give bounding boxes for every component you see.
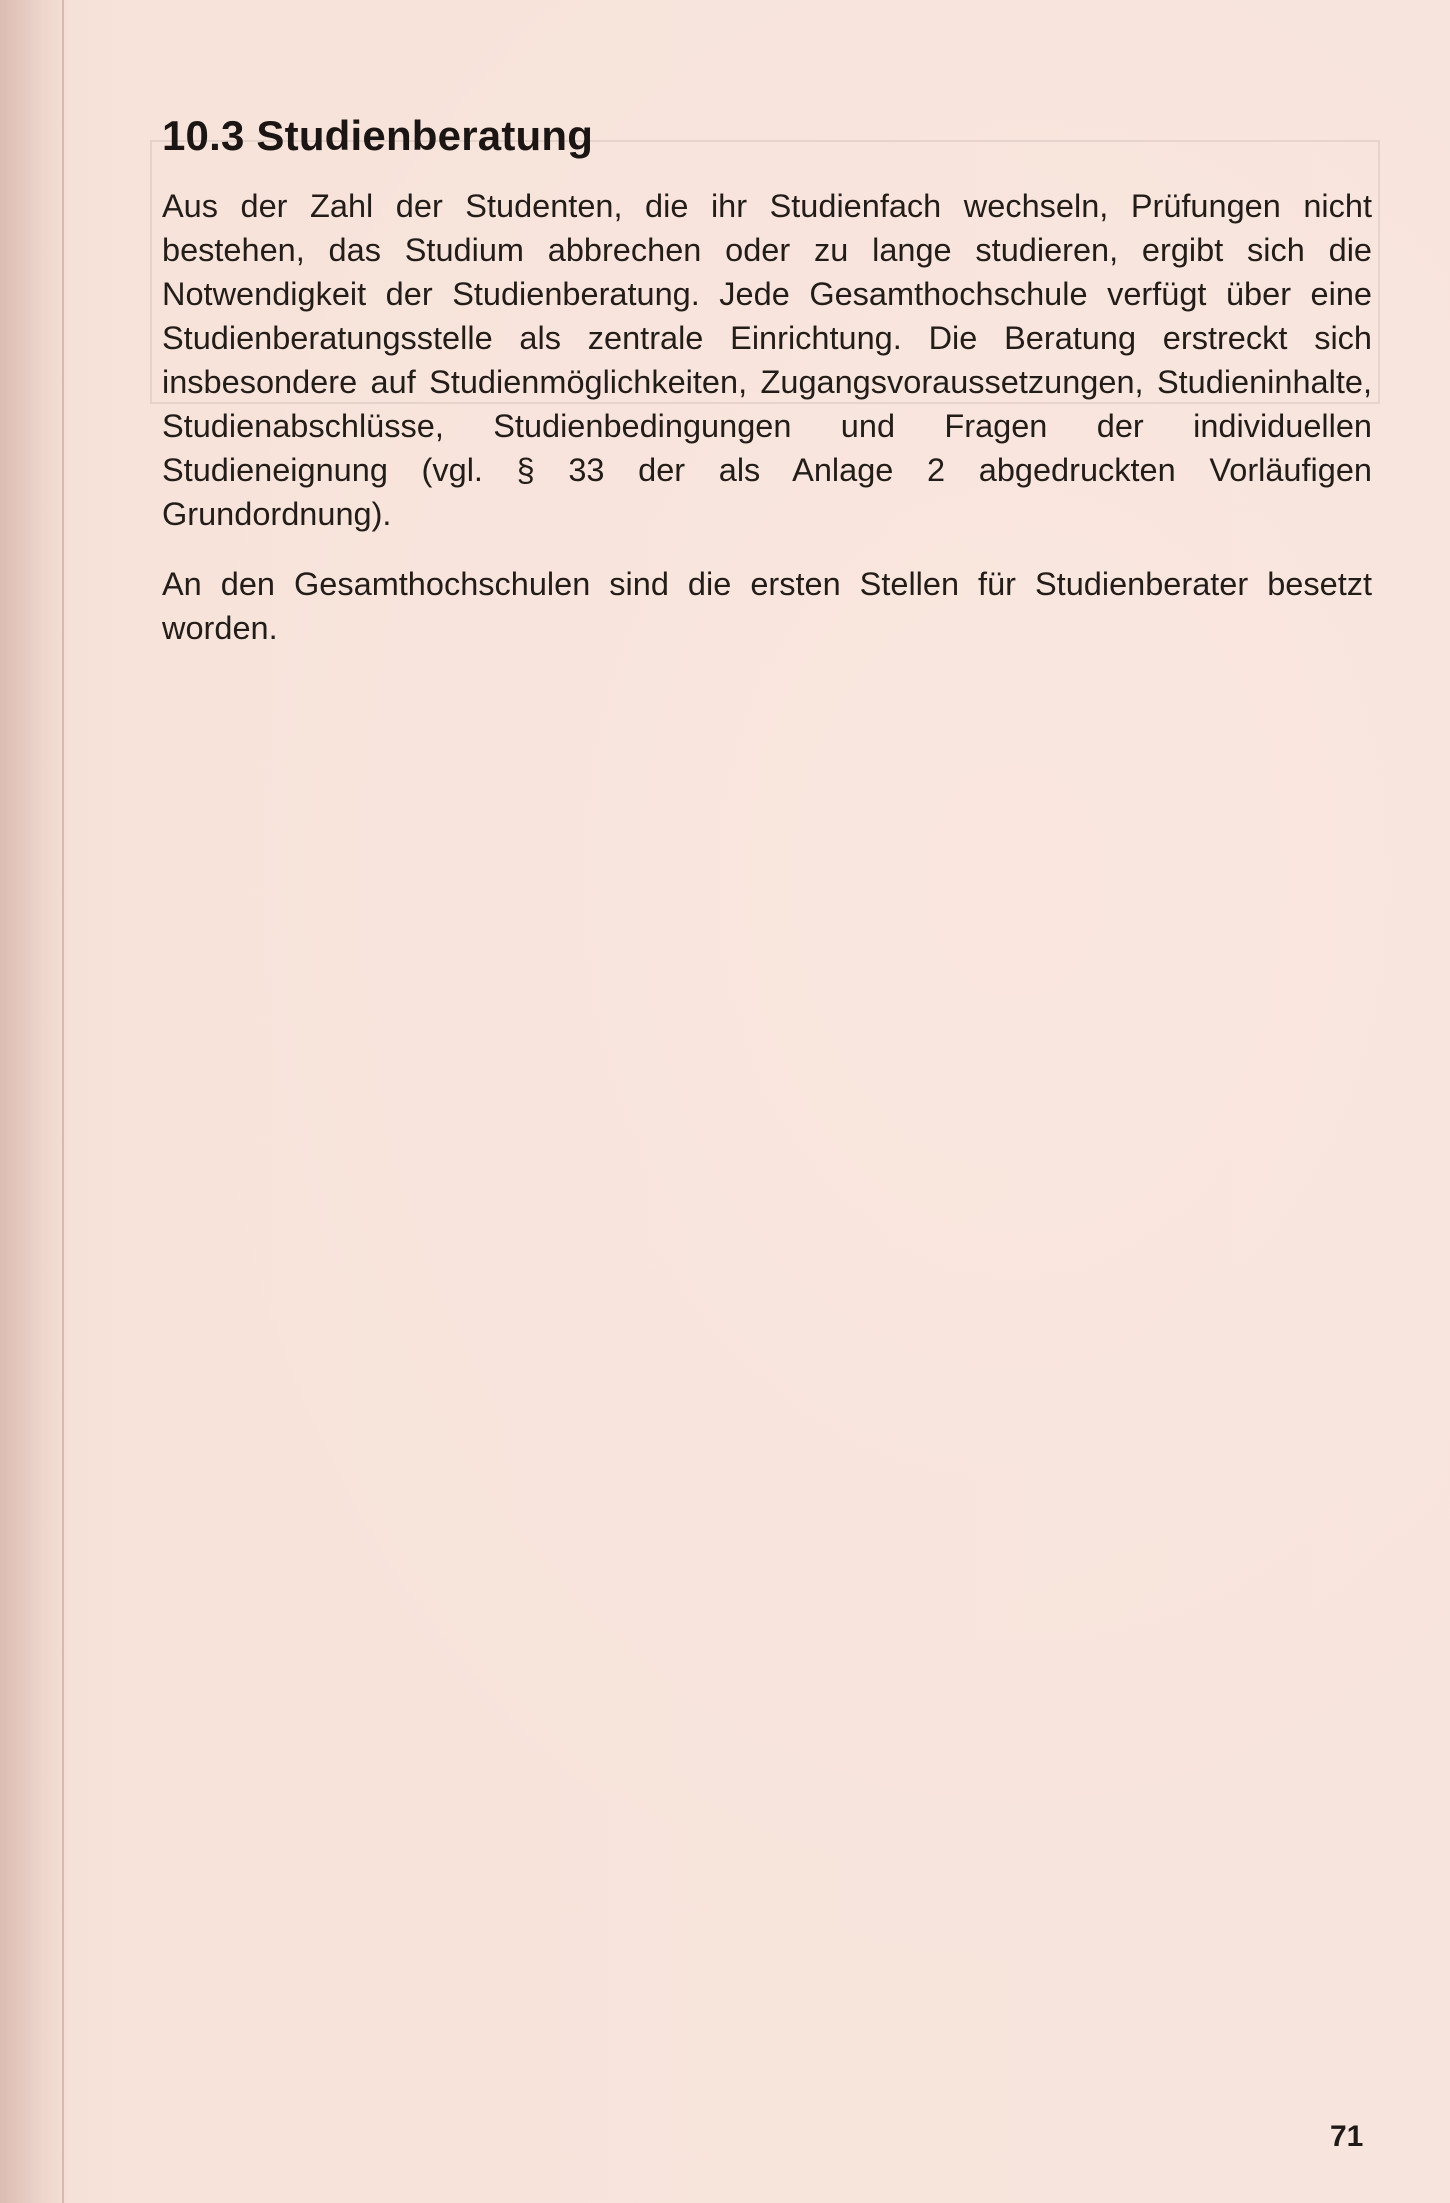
page-number: 71 (1330, 2120, 1364, 2153)
page-content (162, 110, 1372, 676)
binding-shadow (0, 0, 70, 2203)
paragraph-1: Aus der Zahl der Studenten, die ihr Studienfach wechseln, Prüfungen nicht bestehen, das Studium abbrechen oder zu lange studieren, ergibt sich die Notwendigkeit der Studienberatung. Jede Gesamthochschule verfügt über eine Studienberatungsstelle als zentrale Einrichtung. Die Beratung erstreckt sich insbesondere auf Studienmöglichkeiten, Zugangsvoraussetzungen, Studieninhalte, Studienabschlüsse, Studienbedingungen und Fragen der individuellen Studieneignung (vgl. § 33 der als Anlage 2 abgedruckten Vorläufigen Grundordnung). (162, 188, 1372, 532)
paragraph-2: An den Gesamthochschulen sind die ersten Stellen für Studienberater besetzt worden. (162, 566, 1372, 646)
binding-edge (62, 0, 64, 2203)
section-heading: 10.3 Studienberatung (162, 112, 594, 159)
